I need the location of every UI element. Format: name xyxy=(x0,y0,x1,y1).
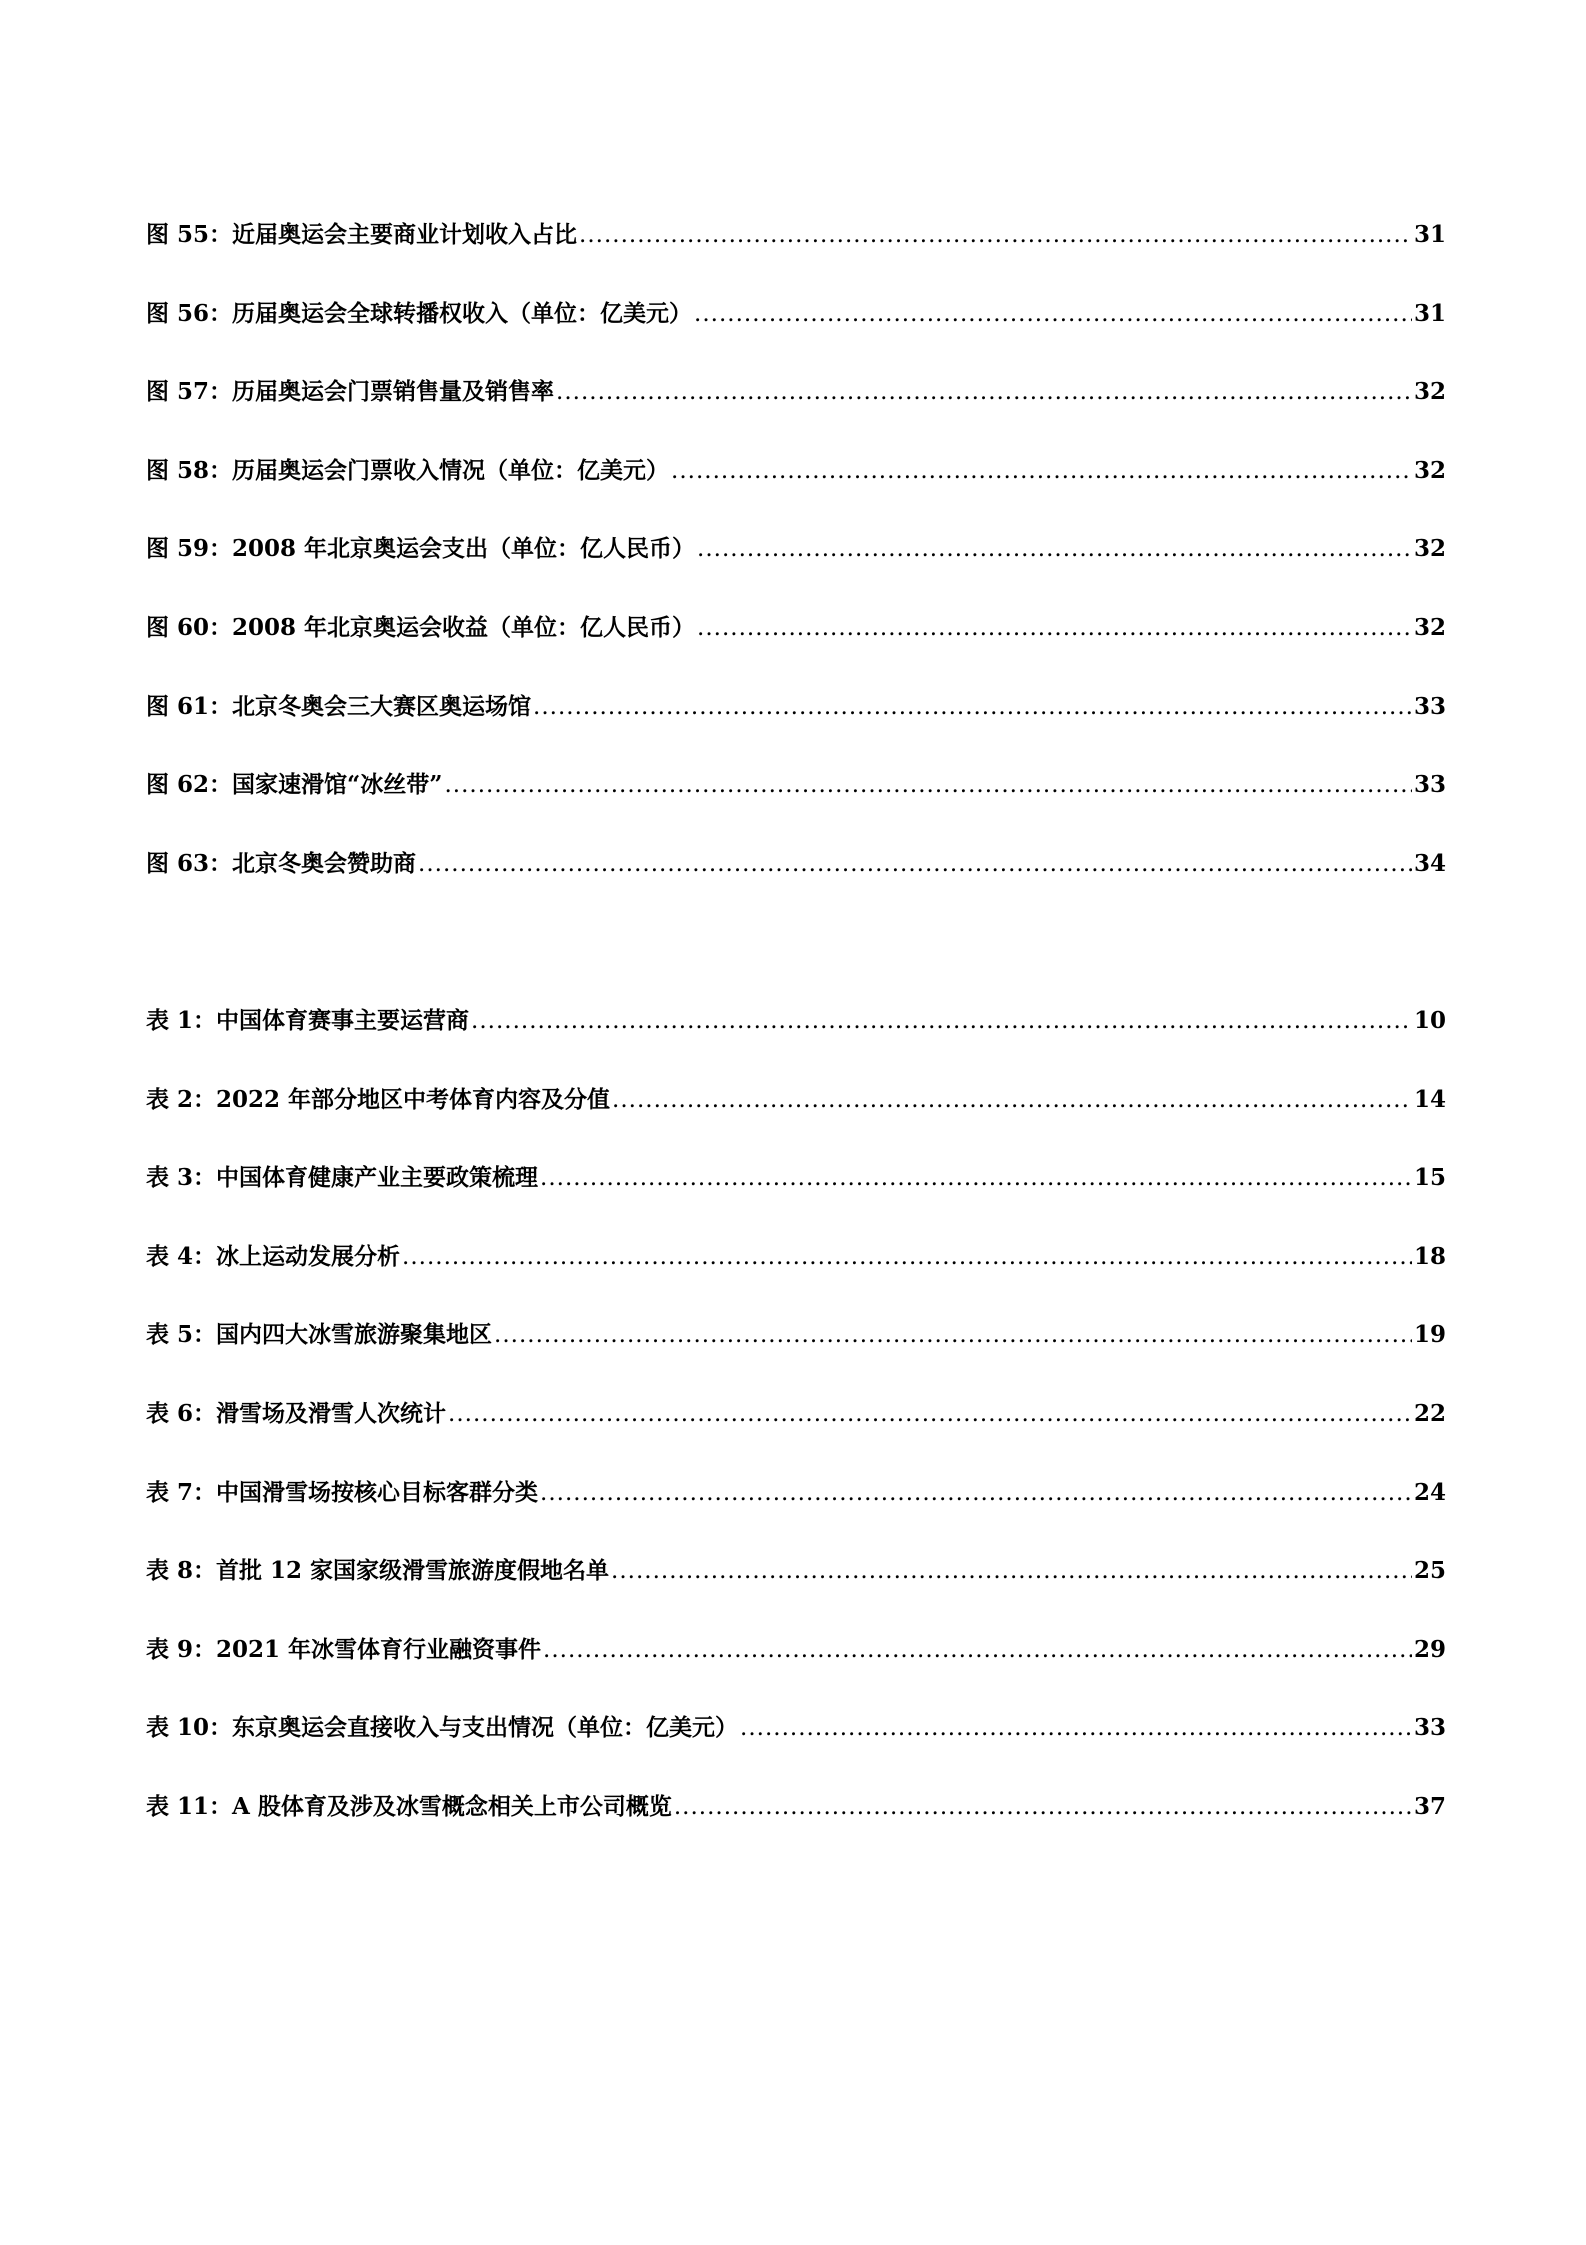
toc-entry-table-1[interactable] xyxy=(146,1006,1446,1085)
toc-page-number: 31 xyxy=(1413,299,1446,327)
toc-page-number: 15 xyxy=(1413,1164,1446,1192)
table-list xyxy=(146,1006,1446,1871)
toc-entry-table-6[interactable] xyxy=(146,1399,1446,1478)
toc-page-number: 10 xyxy=(1413,1007,1446,1034)
toc-entry-title: 图 59：2008 年北京奥运会支出（单位：亿人民币） xyxy=(146,535,696,563)
dot-leader xyxy=(697,613,1412,643)
toc-entry-title: 表 8：首批 12 家国家级滑雪旅游度假地名单 xyxy=(146,1557,610,1585)
toc-page-number: 31 xyxy=(1413,221,1446,248)
toc-page-number: 14 xyxy=(1413,1085,1446,1113)
toc-entry-table-10[interactable] xyxy=(146,1713,1446,1792)
dot-leader xyxy=(444,770,1412,800)
toc-entry-table-7[interactable] xyxy=(146,1478,1446,1557)
dot-leader xyxy=(674,1792,1412,1822)
toc-entry-figure-63[interactable] xyxy=(146,849,1446,928)
toc-entry-table-4[interactable] xyxy=(146,1242,1446,1321)
dot-leader xyxy=(579,220,1412,250)
dot-leader xyxy=(540,1163,1412,1193)
toc-entry-title: 图 61：北京冬奥会三大赛区奥运场馆 xyxy=(146,692,532,720)
toc-entry-title: 表 1：中国体育赛事主要运营商 xyxy=(146,1007,470,1034)
dot-leader xyxy=(402,1242,1412,1272)
toc-entry-title: 表 6：滑雪场及滑雪人次统计 xyxy=(146,1399,447,1427)
toc-entry-figure-62[interactable] xyxy=(146,770,1446,849)
toc-page-number: 22 xyxy=(1413,1399,1446,1427)
toc-entry-title: 图 57：历届奥运会门票销售量及销售率 xyxy=(146,378,555,406)
toc-page-number: 19 xyxy=(1413,1321,1446,1349)
toc-entry-table-5[interactable] xyxy=(146,1320,1446,1399)
dot-leader xyxy=(448,1399,1412,1429)
toc-entry-figure-60[interactable] xyxy=(146,613,1446,692)
dot-leader xyxy=(694,299,1412,329)
toc-page-number: 32 xyxy=(1413,378,1446,406)
toc-entry-title: 表 7：中国滑雪场按核心目标客群分类 xyxy=(146,1478,539,1506)
toc-entry-title: 表 10：东京奥运会直接收入与支出情况（单位：亿美元） xyxy=(146,1714,739,1742)
toc-entry-title: 图 60：2008 年北京奥运会收益（单位：亿人民币） xyxy=(146,613,696,641)
toc-page-number: 33 xyxy=(1413,771,1446,799)
toc-entry-figure-57[interactable] xyxy=(146,377,1446,456)
toc-page-number: 33 xyxy=(1413,692,1446,720)
dot-leader xyxy=(533,692,1412,722)
figure-list xyxy=(146,220,1446,927)
toc-entry-title: 表 4：冰上运动发展分析 xyxy=(146,1242,401,1270)
dot-leader xyxy=(543,1635,1412,1665)
toc-entry-title: 表 5：国内四大冰雪旅游聚集地区 xyxy=(146,1321,493,1349)
dot-leader xyxy=(540,1478,1412,1508)
toc-entry-figure-61[interactable] xyxy=(146,692,1446,771)
toc-entry-table-9[interactable] xyxy=(146,1635,1446,1714)
toc-page-number: 32 xyxy=(1413,613,1446,641)
toc-page-number: 33 xyxy=(1413,1714,1446,1742)
dot-leader xyxy=(494,1320,1412,1350)
toc-entry-title: 表 3：中国体育健康产业主要政策梳理 xyxy=(146,1164,539,1192)
toc-entry-title: 图 58：历届奥运会门票收入情况（单位：亿美元） xyxy=(146,456,670,484)
toc-entry-title: 图 55：近届奥运会主要商业计划收入占比 xyxy=(146,221,578,248)
dot-leader xyxy=(471,1006,1412,1036)
toc-entry-table-2[interactable] xyxy=(146,1085,1446,1164)
toc-page-number: 18 xyxy=(1413,1242,1446,1270)
toc-entry-title: 表 11：A 股体育及涉及冰雪概念相关上市公司概览 xyxy=(146,1792,672,1820)
toc-entry-title: 表 9：2021 年冰雪体育行业融资事件 xyxy=(146,1635,542,1663)
toc-entry-title: 图 56：历届奥运会全球转播权收入（单位：亿美元） xyxy=(146,299,693,327)
dot-leader xyxy=(612,1085,1412,1115)
toc-page-number: 34 xyxy=(1413,849,1446,877)
toc-entry-table-11[interactable] xyxy=(146,1792,1446,1871)
toc-page-number: 37 xyxy=(1413,1792,1446,1820)
dot-leader xyxy=(697,534,1412,564)
toc-entry-title: 表 2：2022 年部分地区中考体育内容及分值 xyxy=(146,1085,611,1113)
dot-leader xyxy=(418,849,1412,879)
toc-page-number: 32 xyxy=(1413,456,1446,484)
toc-page-number: 25 xyxy=(1413,1557,1446,1585)
toc-entry-figure-58[interactable] xyxy=(146,456,1446,535)
toc-page-number: 29 xyxy=(1413,1635,1446,1663)
toc-page-number: 32 xyxy=(1413,535,1446,563)
dot-leader xyxy=(740,1713,1412,1743)
dot-leader xyxy=(671,456,1412,486)
dot-leader xyxy=(611,1556,1412,1586)
toc-entry-title: 图 63：北京冬奥会赞助商 xyxy=(146,849,417,877)
toc-entry-table-8[interactable] xyxy=(146,1556,1446,1635)
toc-entry-figure-55[interactable] xyxy=(146,220,1446,299)
dot-leader xyxy=(556,377,1412,407)
toc-page-number: 24 xyxy=(1413,1478,1446,1506)
toc-entry-table-3[interactable] xyxy=(146,1163,1446,1242)
toc-entry-figure-59[interactable] xyxy=(146,534,1446,613)
toc-entry-figure-56[interactable] xyxy=(146,299,1446,378)
toc-entry-title: 图 62：国家速滑馆“冰丝带” xyxy=(146,771,443,799)
